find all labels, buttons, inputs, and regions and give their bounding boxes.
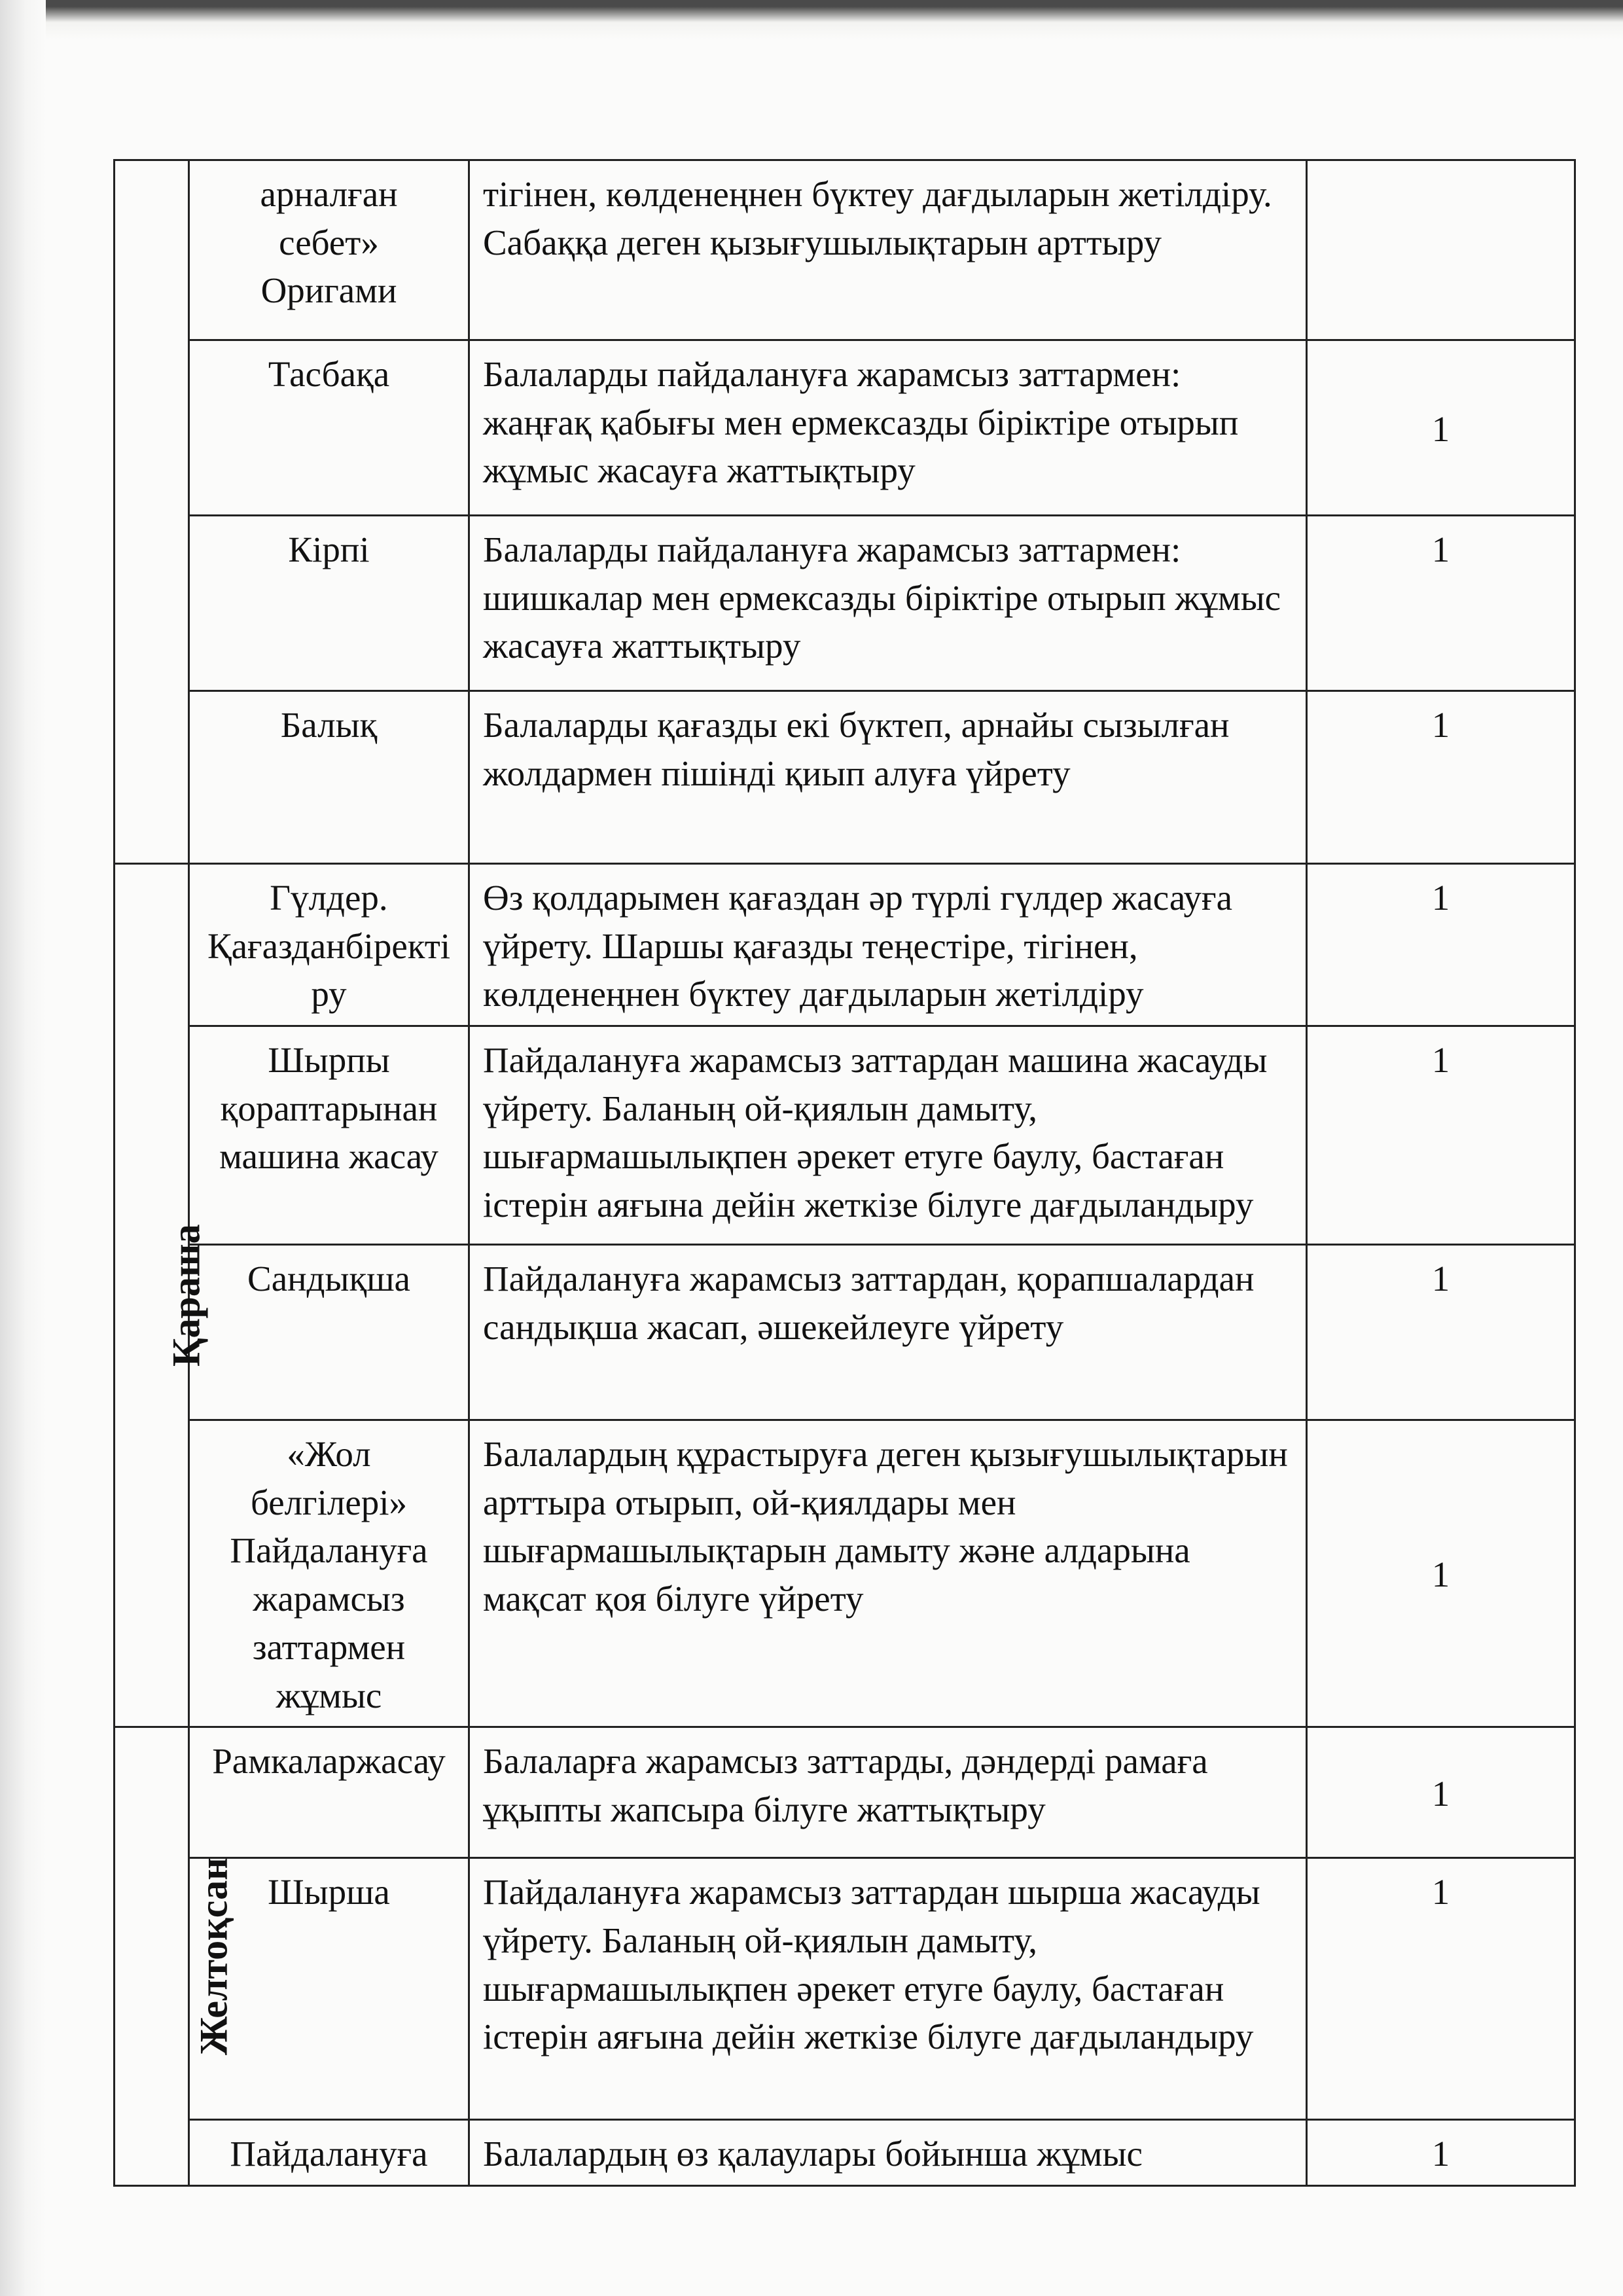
topic-text: жұмыс (276, 1675, 382, 1715)
description-cell: Пайдалануға жарамсыз заттардан машина жасауды үйрету. Баланың ой-қиялын дамыту, шығармашылықпен әрекет етуге баулу, бастаған істерін аяғына дейін жеткізе білуге дағдыландыру (469, 1026, 1307, 1245)
topic-text: Гүлдер. (270, 878, 388, 918)
table-row (115, 2120, 1575, 2186)
topic-text: Оригами (260, 270, 397, 311)
topic-text: заттармен (252, 1626, 406, 1667)
hours-cell: 1 (1307, 864, 1575, 1026)
table-row (115, 691, 1575, 864)
topic-text: Балық (280, 705, 378, 745)
description-cell: Пайдалануға жарамсыз заттардан, қорапшалардан сандықша жасап, әшекейлеуге үйрету (469, 1245, 1307, 1420)
month-label: Қараша (164, 1224, 208, 1367)
topic-cell (189, 1727, 469, 1858)
topic-cell (189, 160, 469, 340)
topic-cell (189, 691, 469, 864)
description-cell: Пайдалануға жарамсыз заттардан шырша жасауды үйрету. Баланың ой-қиялын дамыту, шығармашылықпен әрекет етуге баулу, бастаған істерін аяғына дейін жеткізе білуге дағдыландыру (469, 1858, 1307, 2120)
topic-text: Рамкаларжасау (212, 1741, 446, 1782)
topic-text: Тасбақа (268, 354, 390, 394)
hours-cell: 1 (1307, 2120, 1575, 2186)
table-row (115, 1727, 1575, 1858)
scan-left-edge (0, 0, 46, 2296)
topic-text: жарамсыз (253, 1579, 405, 1619)
hours-cell: 1 (1307, 1026, 1575, 1245)
topic-text: Пайдалануға (230, 1530, 428, 1571)
hours-cell: 1 (1307, 1727, 1575, 1858)
month-cell (115, 1727, 236, 2186)
topic-text: «Жол (287, 1434, 371, 1475)
topic-text: ру (311, 974, 347, 1014)
hours-cell (1307, 160, 1575, 340)
topic-text: машина жасау (219, 1136, 438, 1177)
topic-cell (189, 516, 469, 691)
description-cell: Балалардың өз қалаулары бойынша жұмыс (469, 2120, 1307, 2186)
topic-text: арналған (260, 174, 398, 214)
topic-cell (189, 1420, 469, 1727)
table-row (115, 516, 1575, 691)
topic-text: қораптарынан (220, 1088, 438, 1128)
topic-cell (189, 340, 469, 516)
description-cell: Балаларды пайдалануға жарамсыз заттармен: жаңғақ қабығы мен ермексазды біріктіре отырып жұмыс жасауға жаттықтыру (469, 340, 1307, 516)
table-row (115, 1420, 1575, 1727)
lesson-plan-table (113, 159, 1576, 2187)
month-cell (115, 160, 189, 864)
table-row (115, 1026, 1575, 1245)
description-cell: Өз қолдарымен қағаздан әр түрлі гүлдер жасауға үйрету. Шаршы қағазды теңестіре, тігінен, көлденеңнен бүктеу дағдыларын жетілдіру (469, 864, 1307, 1026)
scan-top-edge (0, 0, 1623, 39)
description-cell: тігінен, көлденеңнен бүктеу дағдыларын жетілдіру. Сабаққа деген қызығушылықтарын арттыру (469, 160, 1307, 340)
topic-text: Шырша (268, 1872, 390, 1912)
hours-cell: 1 (1307, 691, 1575, 864)
topic-text: Қағазданбіректі (207, 925, 451, 966)
hours-cell: 1 (1307, 516, 1575, 691)
topic-text: себет» (279, 222, 379, 262)
topic-text: Сандықша (247, 1259, 410, 1299)
description-cell: Балаларды қағазды екі бүктеп, арнайы сызылған жолдармен пішінді қиып алуға үйрету (469, 691, 1307, 864)
topic-cell (189, 2120, 469, 2186)
topic-cell (189, 1026, 469, 1245)
description-cell: Балаларға жарамсыз заттарды, дәндерді рамаға ұқыпты жапсыра білуге жаттықтыру (469, 1727, 1307, 1858)
hours-cell: 1 (1307, 340, 1575, 516)
topic-cell (189, 864, 469, 1026)
month-label: Желтоқсан (192, 1857, 236, 2055)
topic-text: Шырпы (268, 1040, 390, 1081)
topic-text: Кірпі (288, 529, 370, 569)
description-cell: Балалардың құрастыруға деген қызығушылықтарын арттыра отырып, ой-қиялдары мен шығармашылықтарын дамыту және алдарына мақсат қоя білуге үйрету (469, 1420, 1307, 1727)
topic-cell (189, 1245, 469, 1420)
hours-cell: 1 (1307, 1420, 1575, 1727)
table-row (115, 1245, 1575, 1420)
table-row (115, 864, 1575, 1026)
table-row (115, 340, 1575, 516)
topic-text: белгілері» (250, 1482, 408, 1522)
description-cell: Балаларды пайдалануға жарамсыз заттармен: шишкалар мен ермексазды біріктіре отырып жұмыс жасауға жаттықтыру (469, 516, 1307, 691)
topic-text: Пайдалануға (230, 2134, 428, 2174)
table-row (115, 160, 1575, 340)
table-row (115, 1858, 1575, 2120)
hours-cell: 1 (1307, 1245, 1575, 1420)
month-cell (115, 864, 208, 1727)
hours-cell: 1 (1307, 1858, 1575, 2120)
